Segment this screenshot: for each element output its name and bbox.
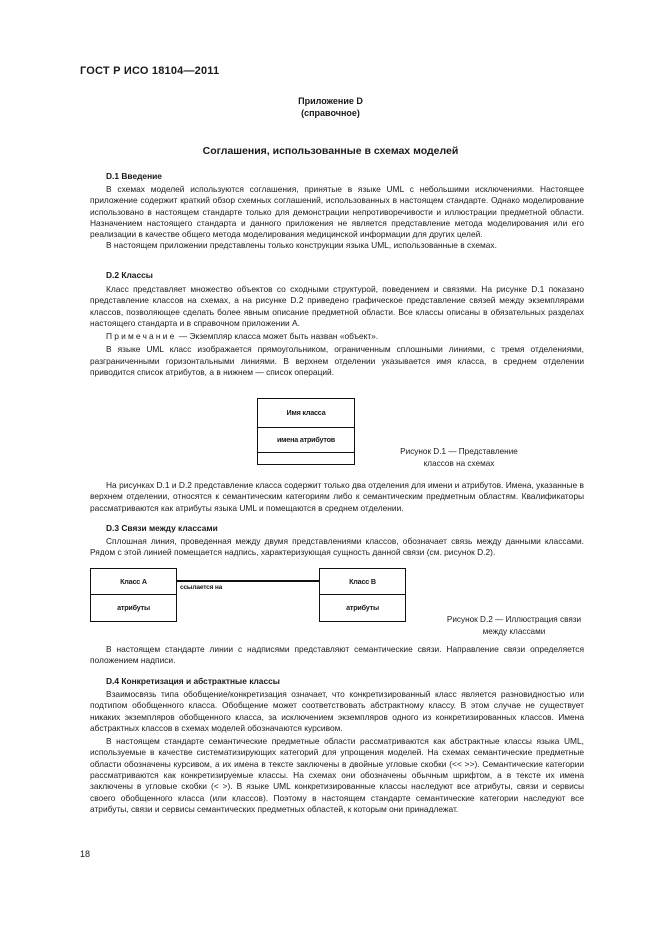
class-a-box (90, 568, 177, 622)
section-d2-body-continued (90, 480, 584, 514)
section-d1-body (90, 184, 584, 252)
paragraph: Взаимосвязь типа обобщение/конкретизация означает, что конкретизированный класс является разновидностью или подтипом обобщенного класса. Обобщение может соответствовать абстрактному классу. В этом случае не существует никаких экземпляров обобщенного класса, за исключением экземпляров одного из конкретизированных классов. Имена абстрактных классов в схемах моделей обозначаются курсивом. (90, 689, 584, 733)
class-b-attributes: атрибуты (346, 603, 379, 612)
class-diagram-box (257, 398, 355, 465)
figure-d1-caption (380, 446, 538, 469)
class-a-name: Класс А (91, 569, 176, 595)
paragraph: Класс представляет множество объектов со сходными структурой, поведением и связями. На рисунке D.1 показано представление классов на схемах, а на рисунке D.2 приведено графическое представление связей между экземплярами классов, позволяющее сделать более явным описание предметной области. Все классы описаны в обязательных разделах настоящего стандарта и в справочном приложении А. (90, 284, 584, 328)
section-d1-heading: D.1 Введение (106, 171, 162, 181)
class-b-name: Класс В (320, 569, 405, 595)
operations-compartment (258, 453, 354, 464)
paragraph: Сплошная линия, проведенная между двумя представлениями классов, обозначает связь между данными классами. Рядом с этой линией помещается надпись, характеризующая сущность данной связи (см. рисунок D.2). (90, 536, 584, 558)
section-d4-body (90, 689, 584, 815)
note-label: Примечание (106, 331, 177, 342)
association-label: ссылается на (180, 584, 223, 591)
section-d2-body (90, 284, 584, 378)
note-text: — Экземпляр класса может быть назван «объект». (176, 331, 379, 342)
annex-title: Приложение D (298, 96, 363, 106)
paragraph: В настоящем приложении представлены только конструкции языка UML, использованные в схемах. (106, 240, 497, 251)
section-d3-heading: D.3 Связи между классами (106, 523, 218, 533)
caption-line: Рисунок D.2 — Иллюстрация связи (446, 615, 582, 624)
class-name-compartment: Имя класса (258, 399, 354, 428)
caption-line: Рисунок D.1 — Представление (400, 447, 518, 456)
figure-d2-caption (428, 614, 600, 637)
annex-subtitle: (справочное) (301, 108, 360, 118)
association-line (177, 580, 319, 582)
caption-line: между классами (482, 626, 546, 636)
attributes-compartment: имена атрибутов (258, 428, 354, 453)
section-d2-heading: D.2 Классы (106, 270, 153, 280)
page-number: 18 (80, 849, 91, 859)
note-paragraph (90, 331, 584, 342)
section-d3-body (90, 536, 584, 559)
paragraph: В схемах моделей используются соглашения, принятые в языке UML с небольшими исключениями. Настоящее приложение содержит краткий обзор схемных соглашений, использованных в настоящем стандарте. Однако моделирование использовано в настоящем стандарте только для демонстрации непротиворечивости и иллюстрации предметной области. Назначением настоящего стандарта и данного приложения не является представление метода моделирования или его реализации в качестве общего метода моделирования медицинской информации для других целей. (90, 184, 584, 240)
class-b-box (319, 568, 406, 622)
paragraph: В настоящем стандарте семантические предметные области рассматриваются как абстрактные классы языка UML, используемые в качестве систематизирующих категорий для упрощения моделей. На схемах семантические предметные области обозначены курсивом, а их имена в тексте заключены в двойные угловые скобки (<< >>). Семантические категории рассматриваются как конкретизируемые классы. На схемах они обозначены обычным шрифтом, а в тексте их имена заключены в угловые скобки (< >). В языке UML конкретизированные классы наследуют все атрибуты, связи и сервисы своего обобщенного класса (или классов). Поэтому в настоящем стандарте семантические категории наследуют все атрибуты, связи и сервисы семантических предметных областей, к которым они принадлежат. (90, 736, 584, 814)
class-a-attributes: атрибуты (117, 603, 150, 612)
section-d3-body-continued (90, 644, 584, 667)
paragraph: В языке UML класс изображается прямоугольником, ограниченным сплошными линиями, с тремя отделениями, разграниченными горизонтальными линиями. В верхнем отделении указывается имя класса, в среднем отделении приводится список атрибутов, а в нижнем — список операций. (90, 344, 584, 378)
section-d4-heading: D.4 Конкретизация и абстрактные классы (106, 676, 280, 686)
paragraph: В настоящем стандарте линии с надписями представляют семантические связи. Направление связи определяется положением надписи. (90, 644, 584, 666)
paragraph: На рисунках D.1 и D.2 представление класса содержит только два отделения для имени и атрибутов. Имена, указанные в верхнем отделении, относятся к семантическим категориям либо к семантическим предметным областям. Квалификаторы рассматриваются как атрибуты языка UML и помещаются в среднем отделении. (90, 480, 584, 513)
caption-line: классов на схемах (423, 458, 495, 468)
main-title: Соглашения, использованные в схемах моделей (202, 145, 459, 157)
standard-header: ГОСТ Р ИСО 18104—2011 (80, 65, 220, 77)
